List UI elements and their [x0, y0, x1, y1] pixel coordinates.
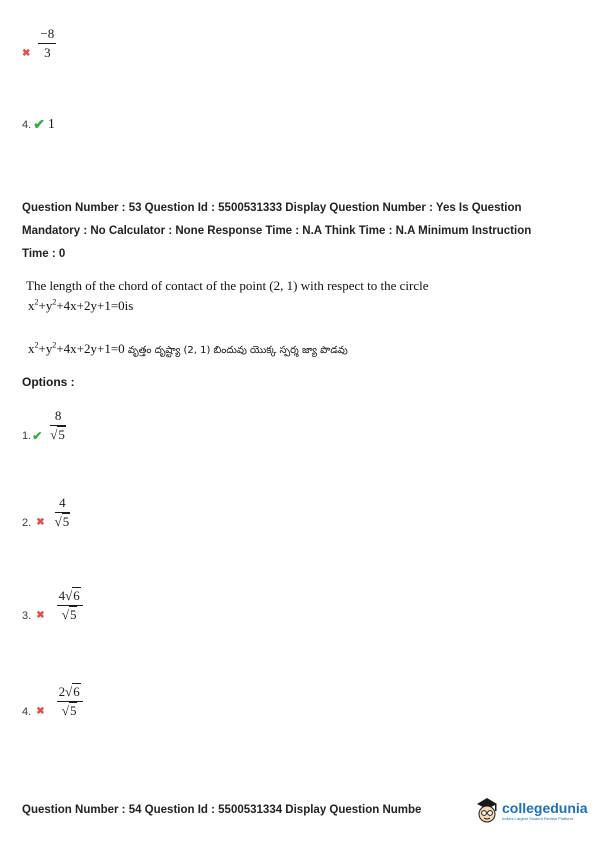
option-number: 2. [22, 517, 32, 529]
denominator: √5 [50, 427, 65, 442]
prev-option-4 [22, 116, 55, 133]
numerator: 2√6 [58, 684, 80, 699]
next-question-meta: Question Number : 54 Question Id : 5500531334 Display Question Numbe [22, 804, 422, 816]
meta-line-3: Time : 0 [22, 248, 66, 260]
options-label: Options : [22, 375, 75, 389]
denominator: 3 [44, 45, 51, 60]
question-sentence: The length of the chord of contact of the point (2, 1) with respect to the circle [26, 278, 429, 293]
telugu-text: వృత్తం దృష్ట్యా (2, 1) బిందువు యొక్క స్పర్శ జ్యా పొడవు [127, 345, 348, 356]
circle-equation-en: $x^2+y^2+4x+2y+1=0is$ [28, 297, 134, 313]
meta-line-1: Question Number : 53 Question Id : 5500531333 Display Question Number : Yes Is Question [22, 202, 522, 214]
meta-line-2: Mandatory : No Calculator : None Response Time : N.A Think Time : N.A Minimum Instruction [22, 225, 532, 237]
denominator: √5 [54, 514, 70, 529]
denominator: √5 [61, 607, 77, 622]
fraction [38, 26, 56, 61]
denominator: √5 [61, 703, 77, 718]
question-meta [22, 197, 587, 266]
cross-icon: ✖ [22, 48, 31, 59]
cross-icon: ✖ [36, 610, 45, 621]
collegedunia-logo [474, 795, 588, 825]
logo-name: collegedunia [502, 799, 588, 816]
fraction [50, 408, 66, 443]
option-number: 4. [22, 706, 32, 718]
option-1[interactable] [22, 408, 66, 443]
numerator: 8 [54, 408, 62, 423]
option-3[interactable] [22, 588, 83, 623]
numerator: 4 [59, 495, 66, 510]
cross-icon: ✖ [36, 706, 45, 717]
numerator: −8 [40, 26, 55, 41]
question-text-english [26, 276, 566, 316]
option-number: 1. [22, 430, 32, 442]
logo-tagline: India's Largest Student Review Platform [502, 815, 574, 821]
option-4[interactable] [22, 684, 83, 719]
option-value: 1 [47, 116, 55, 132]
cross-icon: ✖ [36, 517, 45, 528]
check-icon: ✔ [32, 429, 43, 443]
check-icon: ✔ [33, 116, 45, 132]
fraction [57, 684, 83, 719]
option-number: 4. [22, 118, 32, 131]
prev-option-3 [22, 26, 56, 61]
numerator: 4√6 [58, 588, 80, 603]
option-2[interactable] [22, 495, 70, 530]
fraction [57, 588, 83, 623]
question-text-telugu: $x^2+y^2+4x+2y+1=0$ వృత్తం దృష్ట్యా (2, 1) బిందువు యొక్క స్పర్శ జ్యా పొడవు [28, 340, 348, 356]
mascot-icon [474, 795, 500, 825]
fraction [55, 495, 71, 530]
option-number: 3. [22, 610, 32, 622]
